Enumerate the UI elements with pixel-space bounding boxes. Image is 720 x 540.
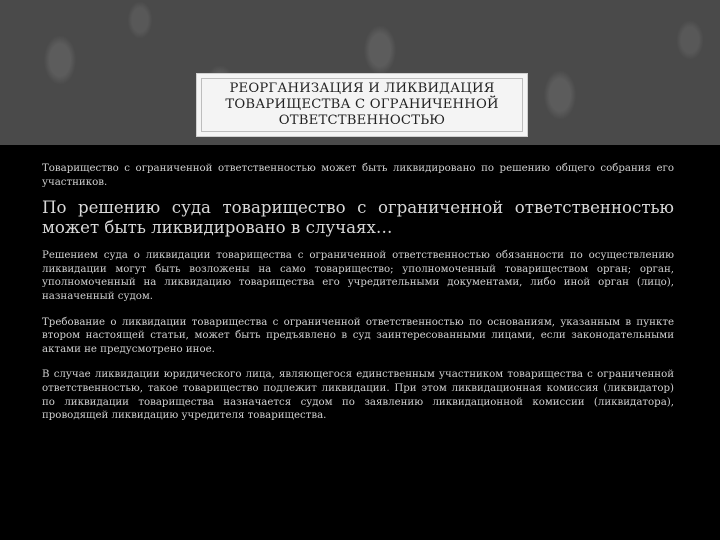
title-box [196, 73, 528, 137]
paragraph-sole-participant: В случае ликвидации юридического лица, являющегося единственным участником товарищества с ограниченной ответственностью, такое товарищество подлежит ликвидации. При этом ликвидационная комиссия (ликвидатор) по ликвидации товарищества назначается судом по заявлению ликвидационной комиссии (ликвидатора), проводящей ликвидацию учредителя товарищества. [42, 369, 674, 422]
slide-title: РЕОРГАНИЗАЦИЯ И ЛИКВИДАЦИЯ ТОВАРИЩЕСТВА С ОГРАНИЧЕННОЙ ОТВЕТСТВЕННОСТЬЮ [225, 81, 499, 128]
paragraph-liquidation-duties: Решением суда о ликвидации товарищества с ограниченной ответственностью обязанности по осуществлению ликвидации могут быть возложены на само товарищество; уполномоченный товариществом орган; орган, уполномоченный на ликвидацию товарищества его учредительными документами, либо иной орган (лицо), назначенный судом. [42, 250, 674, 302]
paragraph-general-meeting: Товарищество с ограниченной ответственностью может быть ликвидировано по решению общего собрания его участников. [42, 163, 674, 188]
paragraph-liquidation-claim: Требование о ликвидации товарищества с ограниченной ответственностью по основаниям, указанным в пункте втором настоящей статьи, может быть предъявлено в суд заинтересованными лицами, если законодательными актами не предусмотрено иное. [42, 316, 674, 355]
paragraph-court-decision-lead: По решению суда товарищество с ограниченной ответственностью может быть ликвидировано в случаях… [42, 198, 674, 238]
slide-body [42, 162, 674, 435]
